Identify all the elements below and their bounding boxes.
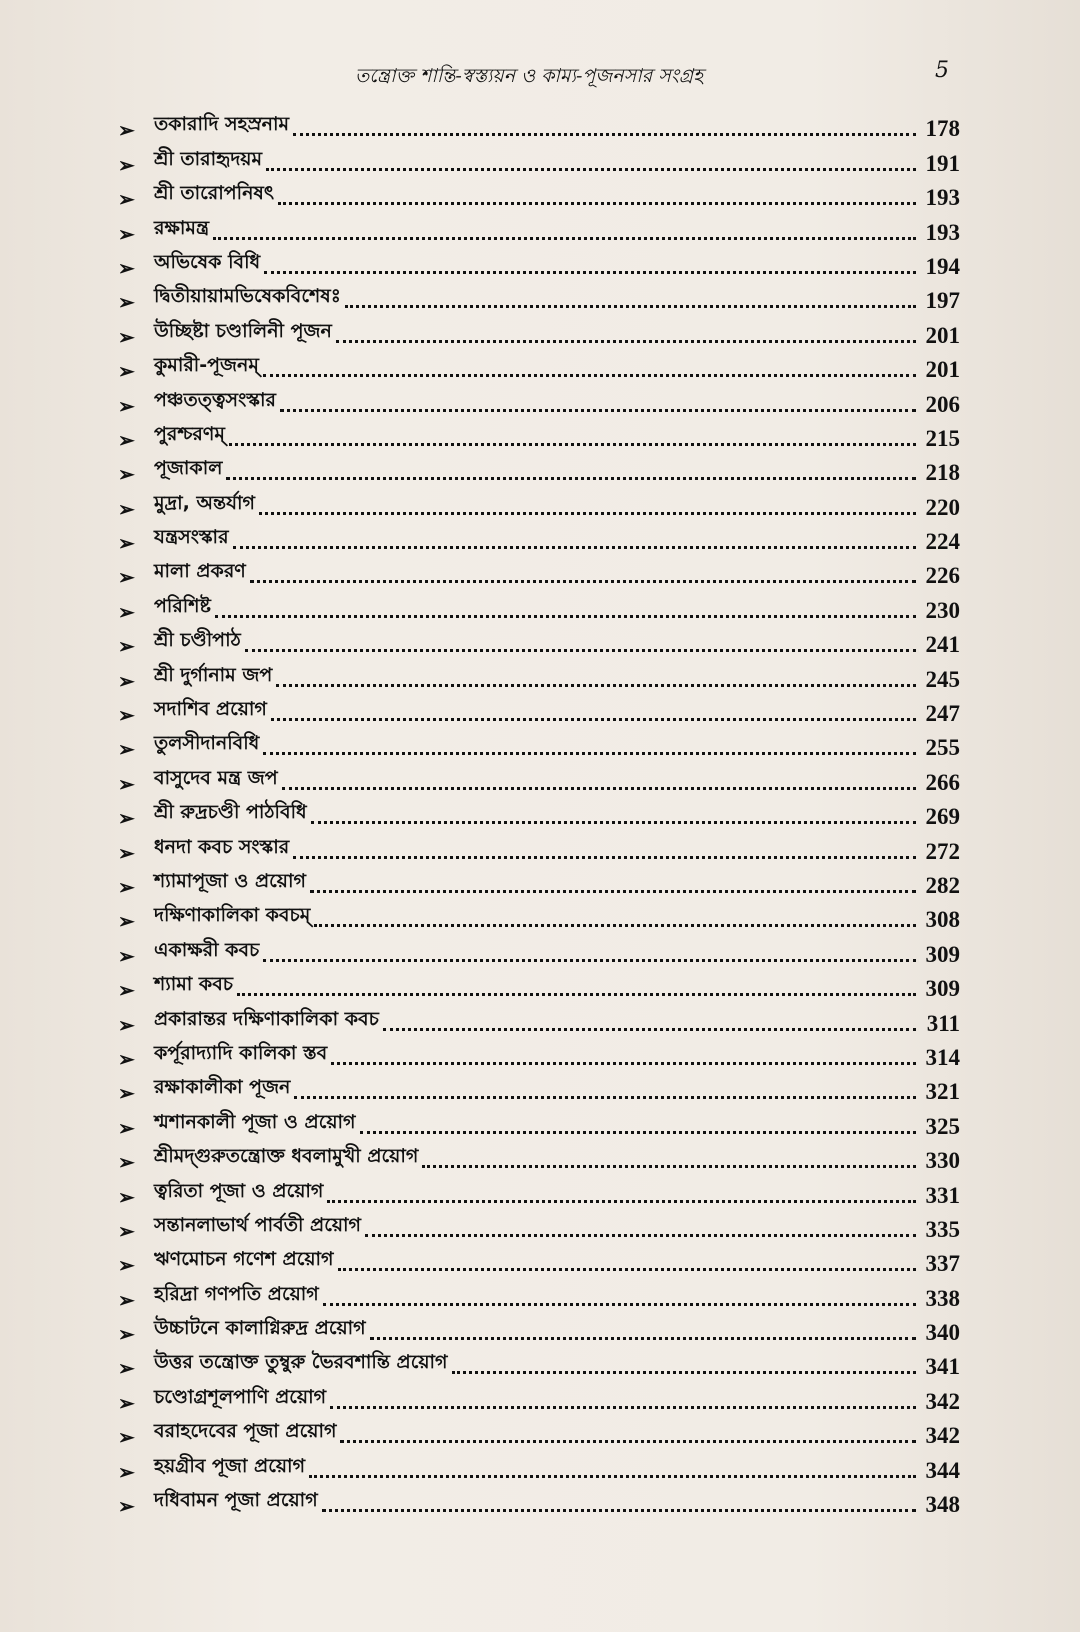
dot-leader <box>280 409 916 412</box>
toc-entry-page: 215 <box>925 425 960 451</box>
arrow-bullet-icon: ➢ <box>118 1390 135 1415</box>
toc-entry-title: শ্রী রুদ্রচণ্ডী পাঠবিধি <box>154 801 307 824</box>
arrow-bullet-icon: ➢ <box>118 1150 135 1175</box>
dot-leader <box>314 924 916 927</box>
dot-leader <box>327 1200 916 1203</box>
table-of-contents <box>118 108 960 1518</box>
toc-entry <box>118 177 960 211</box>
toc-entry-page: 330 <box>925 1148 960 1174</box>
dot-leader <box>383 1028 916 1031</box>
dot-leader <box>336 340 916 343</box>
arrow-bullet-icon: ➢ <box>118 221 135 246</box>
toc-entry-title: পঞ্চতত্ত্বসংস্কার <box>154 388 276 411</box>
running-title: তন্ত্রোক্ত শান্তি-স্বস্ত্যয়ন ও কাম্য-পূজনসার সংগ্রহ <box>355 65 704 87</box>
toc-entry <box>118 1380 960 1414</box>
toc-entry-title: বাসুদেব মন্ত্র জপ <box>154 766 278 789</box>
toc-entry <box>118 796 960 830</box>
arrow-bullet-icon: ➢ <box>118 1218 135 1243</box>
arrow-bullet-icon: ➢ <box>118 1287 135 1312</box>
arrow-bullet-icon: ➢ <box>118 1012 135 1037</box>
toc-entry-title: সন্তানলাভার্থ পার্বতী প্রয়োগ <box>154 1213 362 1236</box>
toc-entry-page: 224 <box>925 529 960 555</box>
toc-entry-title: ত্বরিতা পূজা ও প্রয়োগ <box>154 1179 324 1202</box>
toc-entry <box>118 624 960 658</box>
dot-leader <box>245 649 916 652</box>
dot-leader <box>259 512 916 515</box>
dot-leader <box>237 993 916 996</box>
toc-entry-page: 194 <box>925 253 960 279</box>
toc-entry <box>118 1243 960 1277</box>
toc-entry <box>118 1174 960 1208</box>
dot-leader <box>293 133 916 136</box>
toc-entry-title: হরিদ্রা গণপতি প্রয়োগ <box>154 1282 319 1305</box>
toc-entry-title: অভিষেক বিধি <box>154 250 261 273</box>
dot-leader <box>322 1509 916 1512</box>
toc-entry <box>118 1449 960 1483</box>
toc-entry <box>118 1105 960 1139</box>
toc-entry-page: 348 <box>925 1492 960 1518</box>
dot-leader <box>370 1337 916 1340</box>
toc-entry <box>118 1312 960 1346</box>
dot-leader <box>365 1234 916 1237</box>
page-number: 5 <box>935 58 949 83</box>
toc-entry-title: শ্যামাপূজা ও প্রয়োগ <box>154 869 306 892</box>
arrow-bullet-icon: ➢ <box>118 565 135 590</box>
toc-entry <box>118 830 960 864</box>
dot-leader <box>330 1406 916 1409</box>
toc-entry-page: 197 <box>925 288 960 314</box>
toc-entry-page: 308 <box>925 907 960 933</box>
toc-entry-title: উচ্চাটনে কালাগ্নিরুদ্র প্রয়োগ <box>154 1317 366 1340</box>
toc-entry <box>118 865 960 899</box>
dot-leader <box>338 1268 916 1271</box>
toc-entry <box>118 280 960 314</box>
dot-leader <box>226 477 916 480</box>
toc-entry-title: কর্পূরাদ্যাদি কালিকা স্তব <box>154 1041 328 1064</box>
dot-leader <box>271 718 916 721</box>
toc-entry-title: পূজাকাল <box>154 457 223 480</box>
dot-leader <box>233 546 916 549</box>
arrow-bullet-icon: ➢ <box>118 427 135 452</box>
toc-entry-page: 272 <box>925 838 960 864</box>
arrow-bullet-icon: ➢ <box>118 737 135 762</box>
toc-entry-page: 338 <box>925 1285 960 1311</box>
arrow-bullet-icon: ➢ <box>118 668 135 693</box>
toc-entry-page: 314 <box>925 1044 960 1070</box>
toc-entry-page: 193 <box>925 219 960 245</box>
arrow-bullet-icon: ➢ <box>118 1494 135 1519</box>
toc-entry <box>118 899 960 933</box>
toc-entry-title: শ্যামা কবচ <box>154 973 234 996</box>
toc-entry-title: শ্রী চণ্ডীপাঠ <box>154 629 241 652</box>
arrow-bullet-icon: ➢ <box>118 1356 135 1381</box>
dot-leader <box>282 787 916 790</box>
toc-entry-title: ধনদা কবচ সংস্কার <box>154 835 290 858</box>
toc-entry <box>118 1484 960 1518</box>
toc-entry-title: শ্মশানকালী পূজা ও প্রয়োগ <box>154 1110 356 1133</box>
toc-entry-title: শ্রী দুর্গানাম জপ <box>154 663 273 686</box>
toc-entry <box>118 761 960 795</box>
toc-entry <box>118 1415 960 1449</box>
toc-entry <box>118 555 960 589</box>
dot-leader <box>263 374 916 377</box>
toc-entry-title: একাক্ষরী কবচ <box>154 938 260 961</box>
toc-entry-title: শ্রীমদ্গুরুতন্ত্রোক্ত ধবলামুখী প্রয়োগ <box>154 1145 419 1168</box>
toc-entry-title: রক্ষামন্ত্র <box>154 216 210 239</box>
dot-leader <box>309 1475 916 1478</box>
arrow-bullet-icon: ➢ <box>118 1459 135 1484</box>
toc-entry-title: শ্রী তারাহৃদয়ম <box>154 147 263 170</box>
toc-entry-title: মালা প্রকরণ <box>154 560 246 583</box>
toc-entry-page: 321 <box>925 1079 960 1105</box>
toc-entry <box>118 211 960 245</box>
dot-leader <box>345 305 916 308</box>
dot-leader <box>213 237 916 240</box>
toc-entry-page: 266 <box>925 769 960 795</box>
toc-entry-page: 311 <box>926 1010 960 1036</box>
toc-entry-title: দ্বিতীয়ায়ামভিষেকবিশেষঃ <box>154 285 341 308</box>
page-header <box>0 58 1080 98</box>
toc-entry-page: 241 <box>925 632 960 658</box>
dot-leader <box>250 580 916 583</box>
toc-entry <box>118 1037 960 1071</box>
dot-leader <box>340 1440 916 1443</box>
toc-entry <box>118 1277 960 1311</box>
toc-entry-page: 230 <box>925 597 960 623</box>
toc-entry-title: উত্তর তন্ত্রোক্ত তুম্বুরু ভৈরবশান্তি প্রয়োগ <box>154 1351 448 1374</box>
toc-entry-title: বরাহদেবের পূজা প্রয়োগ <box>154 1420 337 1443</box>
arrow-bullet-icon: ➢ <box>118 187 135 212</box>
dot-leader <box>452 1371 917 1374</box>
toc-entry <box>118 1346 960 1380</box>
arrow-bullet-icon: ➢ <box>118 771 135 796</box>
dot-leader <box>229 443 916 446</box>
dot-leader <box>276 684 916 687</box>
arrow-bullet-icon: ➢ <box>118 496 135 521</box>
toc-entry-title: তুলসীদানবিধি <box>154 732 260 755</box>
toc-entry-page: 269 <box>925 804 960 830</box>
toc-entry-page: 341 <box>925 1354 960 1380</box>
toc-entry <box>118 108 960 142</box>
arrow-bullet-icon: ➢ <box>118 703 135 728</box>
toc-entry <box>118 968 960 1002</box>
arrow-bullet-icon: ➢ <box>118 255 135 280</box>
toc-entry-page: 206 <box>925 391 960 417</box>
arrow-bullet-icon: ➢ <box>118 1253 135 1278</box>
toc-entry-page: 335 <box>925 1216 960 1242</box>
toc-entry <box>118 314 960 348</box>
arrow-bullet-icon: ➢ <box>118 1322 135 1347</box>
dot-leader <box>294 1096 916 1099</box>
toc-entry-title: প্রকারান্তর দক্ষিণাকালিকা কবচ <box>154 1007 379 1030</box>
toc-entry-title: যন্ত্রসংস্কার <box>154 526 229 549</box>
dot-leader <box>293 856 916 859</box>
dot-leader <box>264 271 916 274</box>
dot-leader <box>263 752 916 755</box>
toc-entry-page: 342 <box>925 1423 960 1449</box>
arrow-bullet-icon: ➢ <box>118 393 135 418</box>
dot-leader <box>215 615 916 618</box>
toc-entry <box>118 142 960 176</box>
arrow-bullet-icon: ➢ <box>118 1081 135 1106</box>
toc-entry-page: 226 <box>925 563 960 589</box>
toc-entry-page: 193 <box>925 185 960 211</box>
arrow-bullet-icon: ➢ <box>118 462 135 487</box>
arrow-bullet-icon: ➢ <box>118 1115 135 1140</box>
dot-leader <box>266 168 916 171</box>
arrow-bullet-icon: ➢ <box>118 634 135 659</box>
arrow-bullet-icon: ➢ <box>118 1046 135 1071</box>
toc-entry <box>118 1071 960 1105</box>
arrow-bullet-icon: ➢ <box>118 806 135 831</box>
toc-entry-page: 337 <box>925 1251 960 1277</box>
toc-entry-title: তকারাদি সহস্রনাম <box>154 113 290 136</box>
dot-leader <box>278 202 916 205</box>
toc-entry-title: শ্রী তারোপনিষৎ <box>154 182 275 205</box>
toc-entry-title: পরিশিষ্ট <box>154 594 211 617</box>
arrow-bullet-icon: ➢ <box>118 909 135 934</box>
toc-entry-page: 325 <box>925 1113 960 1139</box>
arrow-bullet-icon: ➢ <box>118 1184 135 1209</box>
toc-entry <box>118 1209 960 1243</box>
arrow-bullet-icon: ➢ <box>118 943 135 968</box>
arrow-bullet-icon: ➢ <box>118 1425 135 1450</box>
toc-entry <box>118 727 960 761</box>
toc-entry-title: চণ্ডোগ্রশূলপাণি প্রয়োগ <box>154 1385 327 1408</box>
toc-entry-title: উচ্ছিষ্টা চণ্ডালিনী পূজন <box>154 319 332 342</box>
toc-entry-page: 220 <box>925 494 960 520</box>
toc-entry-title: সদাশিব প্রয়োগ <box>154 698 267 721</box>
toc-entry-page: 178 <box>925 116 960 142</box>
toc-entry-page: 245 <box>925 666 960 692</box>
toc-entry-page: 331 <box>925 1182 960 1208</box>
toc-entry-title: পুরশ্চরণম্ <box>154 422 225 445</box>
toc-entry-page: 340 <box>925 1320 960 1346</box>
toc-entry <box>118 693 960 727</box>
toc-entry-page: 344 <box>925 1457 960 1483</box>
toc-entry-title: দধিবামন পূজা প্রয়োগ <box>154 1489 318 1512</box>
dot-leader <box>422 1165 916 1168</box>
toc-entry-page: 282 <box>925 872 960 898</box>
toc-entry-title: দক্ষিণাকালিকা কবচম্ <box>154 904 311 927</box>
toc-entry-page: 309 <box>925 976 960 1002</box>
toc-entry <box>118 521 960 555</box>
arrow-bullet-icon: ➢ <box>118 118 135 143</box>
toc-entry-title: কুমারী-পূজনম্ <box>154 354 259 377</box>
arrow-bullet-icon: ➢ <box>118 324 135 349</box>
toc-entry <box>118 383 960 417</box>
toc-entry-page: 309 <box>925 941 960 967</box>
toc-entry <box>118 349 960 383</box>
toc-entry <box>118 418 960 452</box>
dot-leader <box>360 1131 917 1134</box>
toc-entry <box>118 486 960 520</box>
toc-entry <box>118 658 960 692</box>
dot-leader <box>331 1062 916 1065</box>
arrow-bullet-icon: ➢ <box>118 290 135 315</box>
toc-entry-page: 247 <box>925 701 960 727</box>
toc-entry <box>118 933 960 967</box>
arrow-bullet-icon: ➢ <box>118 874 135 899</box>
toc-entry <box>118 246 960 280</box>
toc-entry-page: 191 <box>925 150 960 176</box>
dot-leader <box>263 959 916 962</box>
toc-entry <box>118 1002 960 1036</box>
dot-leader <box>311 821 916 824</box>
toc-entry <box>118 452 960 486</box>
toc-entry-title: মুদ্রা, অন্তর্যাগ <box>154 491 255 514</box>
toc-entry-page: 342 <box>925 1388 960 1414</box>
toc-entry <box>118 1140 960 1174</box>
toc-entry-page: 218 <box>925 460 960 486</box>
arrow-bullet-icon: ➢ <box>118 840 135 865</box>
arrow-bullet-icon: ➢ <box>118 152 135 177</box>
dot-leader <box>323 1303 916 1306</box>
arrow-bullet-icon: ➢ <box>118 599 135 624</box>
dot-leader <box>310 890 916 893</box>
toc-entry-page: 201 <box>925 322 960 348</box>
toc-entry-title: হয়গ্রীব পূজা প্রয়োগ <box>154 1454 306 1477</box>
arrow-bullet-icon: ➢ <box>118 531 135 556</box>
toc-entry-title: রক্ষাকালীকা পূজন <box>154 1076 291 1099</box>
toc-entry-page: 201 <box>925 357 960 383</box>
toc-entry <box>118 589 960 623</box>
toc-entry-page: 255 <box>925 735 960 761</box>
toc-entry-title: ঋণমোচন গণেশ প্রয়োগ <box>154 1248 334 1271</box>
arrow-bullet-icon: ➢ <box>118 978 135 1003</box>
arrow-bullet-icon: ➢ <box>118 359 135 384</box>
